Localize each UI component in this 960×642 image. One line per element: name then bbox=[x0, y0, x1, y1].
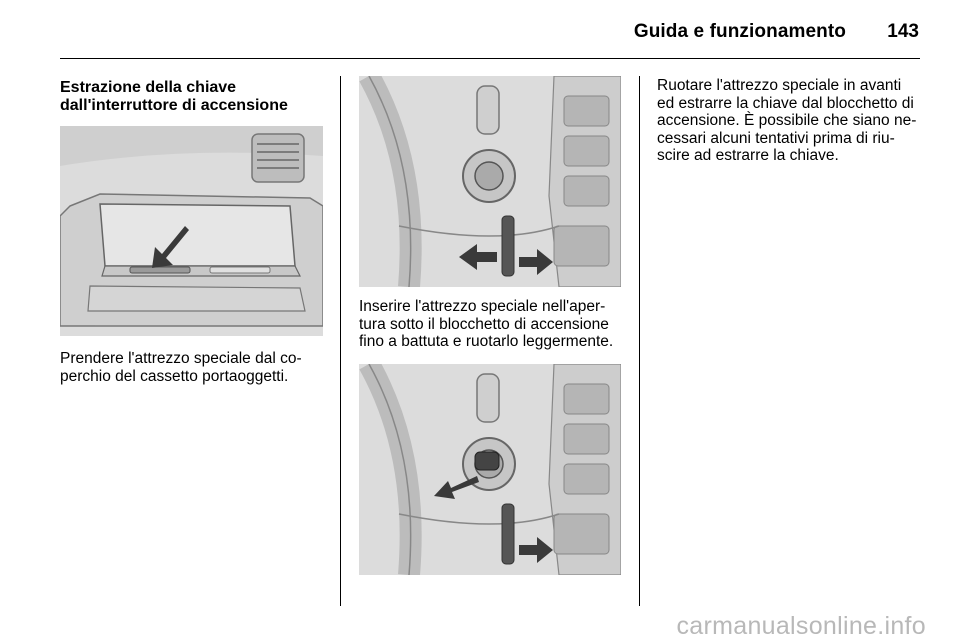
text-line: accensione. È possibile che siano ne- bbox=[657, 112, 917, 129]
text-line: scire ad estrarre la chiave. bbox=[657, 147, 839, 164]
instruction-step-2 bbox=[359, 298, 629, 351]
instruction-step-3 bbox=[657, 77, 927, 165]
instruction-step-1 bbox=[60, 350, 335, 385]
text-line: Ruotare l'attrezzo speciale in avanti bbox=[657, 77, 902, 94]
text-line: cessari alcuni tentativi prima di riu- bbox=[657, 129, 895, 147]
page-header-title: Guida e funzionamento bbox=[633, 21, 846, 42]
watermark-text: carmanualsonline.info bbox=[676, 612, 926, 640]
section-heading-line: dall'interruttore di accensione bbox=[60, 97, 288, 114]
page-number: 143 bbox=[887, 21, 919, 42]
text-line: perchio del cassetto portaoggetti. bbox=[60, 367, 289, 385]
glovebox-illustration bbox=[60, 126, 323, 336]
text-line: Inserire l'attrezzo speciale nell'aper- bbox=[359, 298, 606, 315]
section-heading bbox=[60, 79, 330, 115]
header-divider bbox=[60, 58, 920, 59]
text-line: ed estrarre la chiave dal blocchetto di bbox=[657, 94, 914, 112]
text-line: tura sotto il blocchetto di accensione bbox=[359, 315, 609, 333]
column-divider-1 bbox=[340, 76, 341, 606]
key-removal-illustration bbox=[359, 364, 621, 575]
text-line: fino a battuta e ruotarlo leggermente. bbox=[359, 333, 614, 350]
column-divider-2 bbox=[639, 76, 640, 606]
text-line: Prendere l'attrezzo speciale dal co- bbox=[60, 350, 302, 367]
ignition-tool-insert-illustration bbox=[359, 76, 621, 287]
section-heading-line: Estrazione della chiave bbox=[60, 79, 237, 96]
